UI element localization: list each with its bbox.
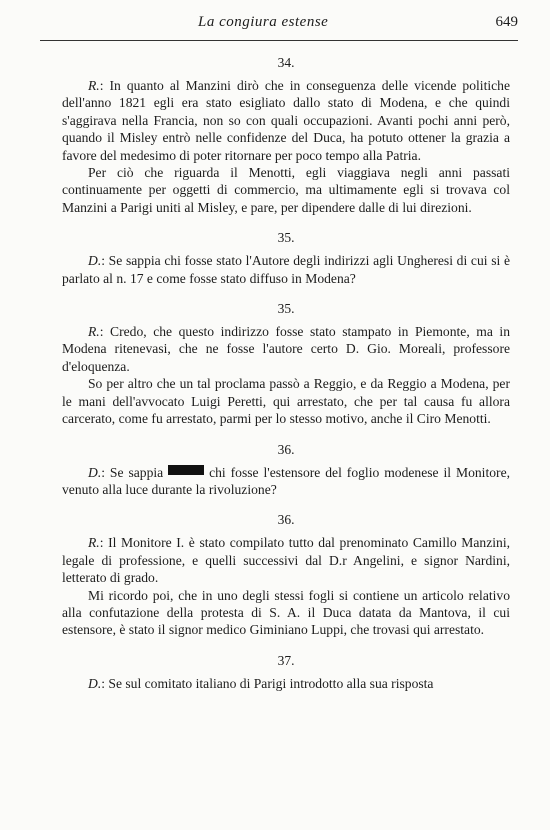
paragraph-text: : In quanto al Manzini dirò che in conseguenza delle vicende politiche dell'anno 1821 egli era stato esigliato dallo stato di Modena, e che quindi s'aggirava nella Francia, non so con quali occupazioni. Avanti pochi anni però, quando il Misley entrò nelle confidenze del Duca, ha potuto ottener la grazia a favore del medesimo di poter ritornare per poco tempo alla Patria.: [62, 78, 510, 163]
speaker-label: D.: [88, 675, 102, 691]
section-number: 36.: [277, 441, 295, 457]
paragraph: [62, 164, 510, 216]
paragraph: [62, 587, 510, 639]
section-number: 37.: [277, 652, 295, 668]
section-number: 35.: [277, 230, 295, 246]
speaker-label: D.: [88, 253, 102, 269]
paragraph-text: : Il Monitore I. è stato compilato tutto dal prenominato Camillo Manzini, legale di professione, e quelli successivi dal D.r Angelini, e signor Nardini, letterato di grado.: [62, 535, 510, 586]
redaction-mark: [168, 465, 204, 475]
paragraph: [62, 464, 510, 499]
speaker-label: D.: [88, 464, 102, 480]
paragraph-text: : Se sappia: [101, 464, 169, 480]
paragraph: [62, 675, 510, 692]
paragraph: [62, 77, 510, 164]
paragraph: [62, 323, 510, 375]
paragraph-text: chi fosse l'estensore del foglio modenese il Monitore, venuto alla luce durante la rivoluzione?: [62, 464, 510, 497]
paragraph: [62, 375, 510, 427]
speaker-label: R.: [88, 78, 100, 93]
page-number: 649: [495, 14, 518, 30]
speaker-label: R.: [88, 535, 100, 551]
paragraph-text: Mi ricordo poi, che in uno degli stessi fogli si contiene un articolo relativo alla confutazione della protesta di S. A. il Duca datata da Mantova, il cui estensore, è stato il signor medico Giminiano Luppi, che trovasi qui arrestato.: [62, 587, 510, 638]
paragraph-text: So per altro che un tal proclama passò a Reggio, e da Reggio a Modena, per le mani dell'avvocato Luigi Peretti, qui arrestato, che per tal causa fu allora carcerato, come fu arrestato, parmi per lo stesso motivo, anche il Ciro Menotti.: [62, 376, 510, 427]
section-number: 34.: [277, 55, 295, 70]
section-number: 36.: [277, 512, 295, 528]
running-title: La congiura estense: [198, 14, 329, 30]
paragraph-text: Per ciò che riguarda il Menotti, egli viaggiava negli anni passati continuamente per oggetti di commercio, ma ultimamente egli si trovava col Manzini a Parigi uniti al Misley, e pare, per dipendere dalle di lui direzioni.: [62, 165, 510, 215]
section-number: 35.: [277, 301, 295, 317]
paragraph: [62, 534, 510, 586]
paragraph: [62, 252, 510, 287]
page-header: [62, 14, 518, 38]
paragraph-text: : Credo, che questo indirizzo fosse stato stampato in Piemonte, ma in Modena ritenevasi, che ne fosse l'autore certo D. Gio. Moreali, professore d'eloquenza.: [62, 324, 510, 374]
speaker-label: R.: [88, 324, 100, 340]
header-rule: [40, 40, 518, 41]
paragraph-text: : Se sappia chi fosse stato l'Autore degli indirizzi agli Ungheresi di cui si è parlato al n. 17 e come fosse stato diffuso in Modena?: [62, 253, 510, 286]
paragraph-text: : Se sul comitato italiano di Parigi introdotto alla sua risposta: [101, 675, 434, 691]
